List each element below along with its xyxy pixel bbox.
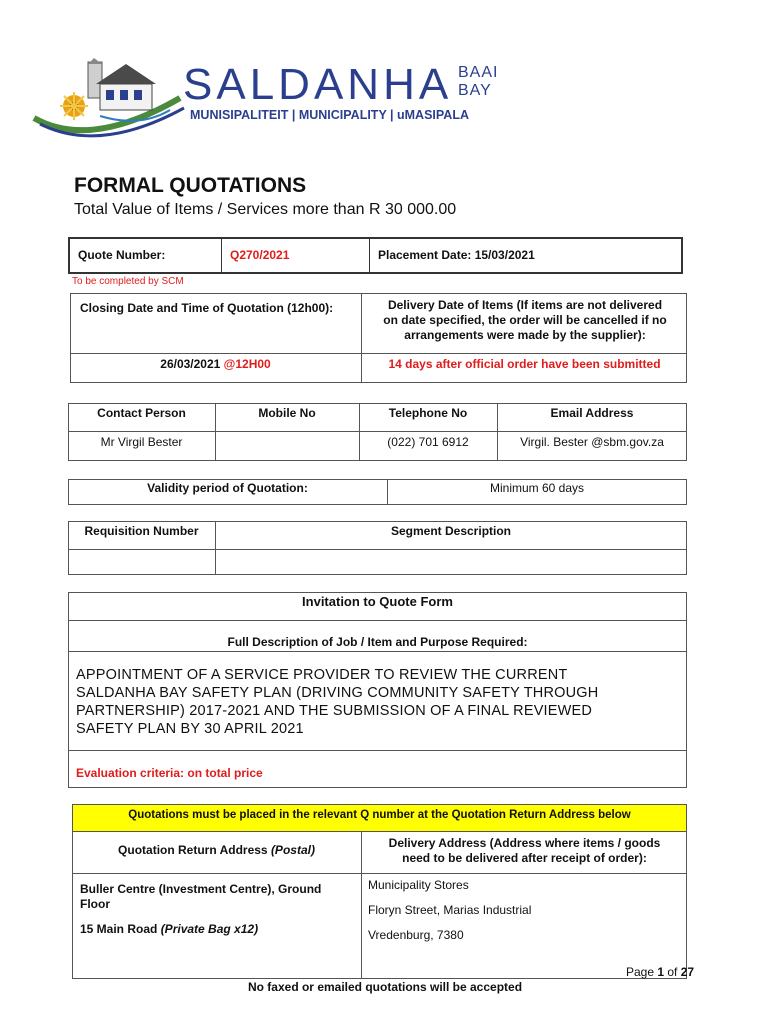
delivery-date-value: 14 days after official order have been submitted [388, 357, 661, 371]
quote-number-value: Q270/2021 [230, 248, 290, 262]
closing-divider-h [70, 353, 687, 354]
postal-label-text: Quotation Return Address [118, 843, 271, 857]
invitation-title: Invitation to Quote Form [302, 594, 453, 609]
postal-label [72, 843, 361, 857]
return-banner: Quotations must be placed in the relevant Q number at the Quotation Return Address below [128, 809, 631, 821]
house-emblem-icon [30, 58, 190, 140]
delivery-address-line-3: Vredenburg, 7380 [368, 928, 464, 942]
logo-tagline: MUNISIPALITEIT | MUNICIPALITY | uMASIPALA [190, 108, 469, 122]
page-total: 27 [680, 965, 695, 979]
delivery-address-label-2: need to be delivered after receipt of order): [402, 851, 647, 865]
page-prefix: Page [626, 965, 658, 979]
evaluation-criteria: Evaluation criteria: on total price [76, 766, 263, 780]
return-divider-h1 [72, 831, 687, 832]
contact-header-email: Email Address [550, 406, 634, 420]
delivery-date-label-2: on date specified, the order will be cancelled if no [383, 313, 667, 327]
postal-label-italic: (Postal) [270, 843, 315, 857]
return-address-line-2: Floor [80, 897, 110, 911]
logo-name: SALDANHA [183, 60, 453, 109]
contact-divider-h [68, 431, 687, 432]
quote-number-label: Quote Number: [78, 248, 166, 262]
segment-label: Segment Description [390, 524, 512, 538]
delivery-date-label-3: arrangements were made by the supplier): [404, 328, 646, 342]
logo-baai: BAAI [458, 64, 499, 81]
scm-note: To be completed by SCM [72, 276, 184, 287]
contact-header-telephone: Telephone No [388, 406, 468, 420]
closing-time: @12H00 [223, 357, 271, 371]
closing-date: 26/03/2021 [160, 357, 221, 371]
return-address-line-3 [80, 922, 258, 936]
quote-row-divider-1 [221, 238, 222, 273]
no-fax-notice: No faxed or emailed quotations will be accepted [247, 980, 523, 994]
quote-row-divider-2 [369, 238, 370, 273]
description-line-3: PARTNERSHIP) 2017-2021 AND THE SUBMISSION OF A FINAL REVIEWED [76, 703, 593, 719]
delivery-address-line-2: Floryn Street, Marias Industrial [368, 903, 532, 917]
validity-label: Validity period of Quotation: [147, 481, 308, 495]
return-address-line-1: Buller Centre (Investment Centre), Ground [80, 882, 322, 896]
page-subtitle: Total Value of Items / Services more than R 30 000.00 [74, 201, 457, 218]
return-divider-h2 [72, 873, 687, 874]
page-number [626, 965, 694, 979]
municipality-logo [30, 58, 510, 140]
logo-bay: BAY [458, 82, 492, 99]
contact-person: Mr Virgil Bester [100, 435, 183, 449]
page-title: FORMAL QUOTATIONS [74, 174, 307, 197]
return-address-bag: (Private Bag x12) [160, 922, 259, 936]
delivery-address-line-1: Municipality Stores [368, 878, 469, 892]
requisition-label: Requisition Number [84, 524, 199, 538]
description-line-1: APPOINTMENT OF A SERVICE PROVIDER TO REVIEW THE CURRENT [76, 667, 568, 683]
contact-header-mobile: Mobile No [258, 406, 316, 420]
validity-value: Minimum 60 days [489, 481, 585, 495]
page-current: 1 [657, 965, 665, 979]
delivery-date-label-1: Delivery Date of Items (If items are not delivered [387, 298, 663, 312]
page-of: of [664, 965, 681, 979]
invitation-divider-2 [68, 651, 687, 652]
contact-header-person: Contact Person [97, 406, 186, 420]
closing-date-value [70, 357, 361, 371]
contact-email: Virgil. Bester @sbm.gov.za [520, 435, 664, 449]
requisition-divider-h [68, 549, 687, 550]
closing-label: Closing Date and Time of Quotation (12h00): [80, 301, 334, 315]
contact-telephone: (022) 701 6912 [387, 435, 469, 449]
return-address-street: 15 Main Road [80, 922, 161, 936]
invitation-divider-1 [68, 620, 687, 621]
invitation-divider-3 [68, 750, 687, 751]
delivery-address-label-1: Delivery Address (Address where items / goods [388, 836, 661, 850]
description-label: Full Description of Job / Item and Purpose Required: [227, 635, 528, 649]
description-line-4: SAFETY PLAN BY 30 APRIL 2021 [76, 721, 304, 737]
placement-date: Placement Date: 15/03/2021 [378, 248, 535, 262]
description-line-2: SALDANHA BAY SAFETY PLAN (DRIVING COMMUNITY SAFETY THROUGH [76, 685, 599, 701]
